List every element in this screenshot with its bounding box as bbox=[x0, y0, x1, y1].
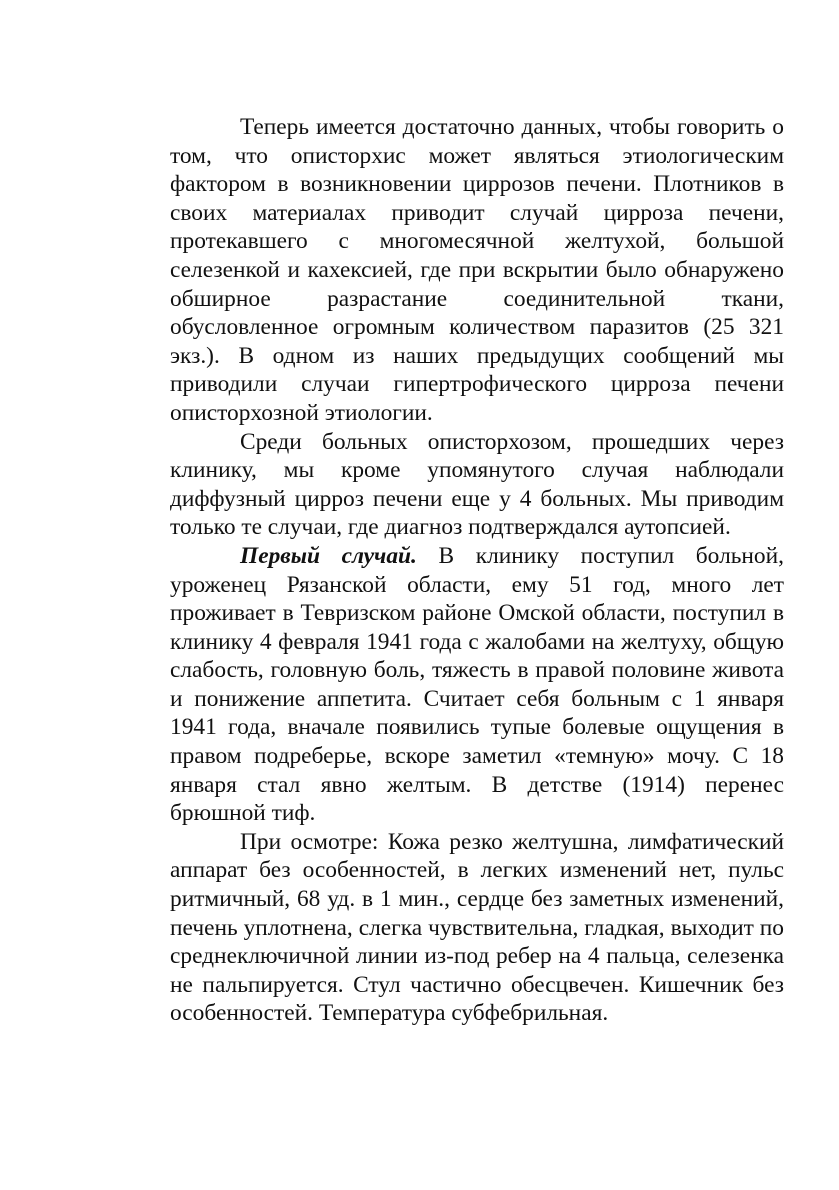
document-body bbox=[170, 113, 784, 1028]
paragraph-3 bbox=[170, 542, 784, 828]
paragraph-1 bbox=[170, 113, 784, 428]
paragraph-1-text: Теперь имеется достаточно данных, чтобы говорить о том, что описторхис может являться этиологическим фактором в возникновении циррозов печени. Плотников в своих материалах приводит случай цирроза печени, протекавшего с многомесячной желтухой, большой селезенкой и кахексией, где при вскрытии было обнаружено обширное разрастание соединительной ткани, обусловленное огромным количеством паразитов (25 321 экз.). В одном из наших предыдущих сообщений мы приводили случаи гипертрофического цирроза печени описторхозной этиологии. bbox=[170, 114, 784, 426]
paragraph-4-text: При осмотре: Кожа резко желтушна, лимфатический аппарат без особенностей, в легких изменений нет, пульс ритмичный, 68 уд. в 1 мин., сердце без заметных изменений, печень уплотнена, слегка чувствительна, гладкая, выходит по среднеключичной линии из-под ребер на 4 пальца, селезенка не пальпируется. Стул частично обесцвечен. Кишечник без особенностей. Температура субфебрильная. bbox=[170, 828, 784, 1027]
paragraph-2-text: Среди больных описторхозом, прошедших через клинику, мы кроме упомянутого случая наблюдали диффузный цирроз печени еще у 4 больных. Мы приводим только те случаи, где диагноз подтверждался аутопсией. bbox=[170, 428, 784, 541]
case-title: Первый случай. bbox=[240, 542, 417, 569]
paragraph-3-text: В клинику поступил больной, уроженец Рязанской области, ему 51 год, много лет проживает в Тевризском районе Омской области, поступил в клинику 4 февраля 1941 года с жалобами на желтуху, общую слабость, головную боль, тяжесть в правой половине живота и понижение аппетита. Считает себя больным с 1 января 1941 года, вначале появились тупые болевые ощущения в правом подреберье, вскоре заметил «темную» мочу. С 18 января стал явно желтым. В детстве (1914) перенес брюшной тиф. bbox=[170, 542, 784, 827]
paragraph-2 bbox=[170, 428, 784, 542]
paragraph-4 bbox=[170, 828, 784, 1028]
